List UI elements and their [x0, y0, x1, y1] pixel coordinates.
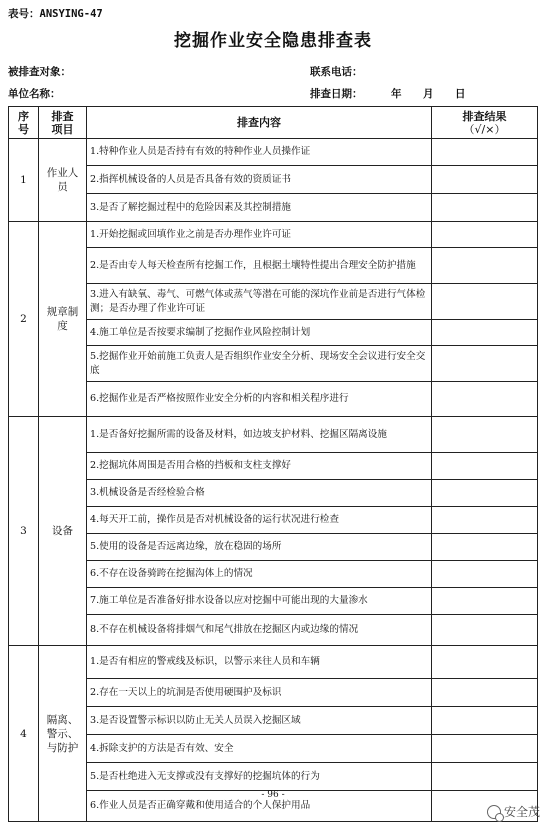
check-content: 1.特种作业人员是否持有有效的特种作业人员操作证 — [87, 139, 432, 166]
group-number: 1 — [9, 139, 39, 222]
wechat-search-icon — [487, 805, 501, 819]
result-cell[interactable] — [432, 588, 538, 615]
check-content: 3.是否设置警示标识以防止无关人员误入挖掘区域 — [87, 707, 432, 735]
check-content: 5.使用的设备是否远离边缘，放在稳固的场所 — [87, 534, 432, 561]
table-row — [9, 166, 538, 194]
contact-phone-label: 联系电话： — [310, 66, 363, 78]
check-content: 6.挖掘作业是否严格按照作业安全分析的内容和相关程序进行 — [87, 382, 432, 417]
table-row — [9, 453, 538, 480]
result-cell[interactable] — [432, 417, 538, 453]
result-cell[interactable] — [432, 561, 538, 588]
table-row — [9, 534, 538, 561]
table-row — [9, 615, 538, 646]
check-content: 2.挖掘坑体周围是否用合格的挡板和支柱支撑好 — [87, 453, 432, 480]
check-content: 3.机械设备是否经检验合格 — [87, 480, 432, 507]
check-content: 3.是否了解挖掘过程中的危险因素及其控制措施 — [87, 194, 432, 222]
result-cell[interactable] — [432, 480, 538, 507]
check-content: 4.拆除支护的方法是否有效、安全 — [87, 735, 432, 763]
form-code: 表号：ANSYING-47 — [8, 8, 103, 20]
group-item: 隔离、警示、与防护 — [39, 646, 87, 822]
check-content: 1.是否有相应的警戒线及标识，以警示来往人员和车辆 — [87, 646, 432, 679]
table-row — [9, 248, 538, 284]
header-no: 序号 — [9, 107, 39, 139]
table-row — [9, 194, 538, 222]
result-cell[interactable] — [432, 222, 538, 248]
table-row — [9, 763, 538, 791]
header-content: 排查内容 — [87, 107, 432, 139]
header-result-mark: （√/×） — [463, 122, 506, 136]
date-year-label: 年 — [391, 88, 402, 100]
table-row — [9, 284, 538, 320]
watermark — [487, 803, 540, 820]
group-item: 作业人员 — [39, 139, 87, 222]
table-header-row — [9, 107, 538, 139]
check-content: 5.挖掘作业开始前施工负责人是否组织作业安全分析、现场安全会议进行安全交底 — [87, 346, 432, 382]
check-content: 4.每天开工前，操作员是否对机械设备的运行状况进行检查 — [87, 507, 432, 534]
group-number: 3 — [9, 417, 39, 646]
result-cell[interactable] — [432, 139, 538, 166]
inspected-unit-label: 被排查对象： — [8, 66, 71, 78]
table-row — [9, 480, 538, 507]
result-cell[interactable] — [432, 735, 538, 763]
check-content: 6.不存在设备骑跨在挖掘沟体上的情况 — [87, 561, 432, 588]
table-row — [9, 222, 538, 248]
check-content: 4.施工单位是否按要求编制了挖掘作业风险控制计划 — [87, 320, 432, 346]
table-row — [9, 679, 538, 707]
result-cell[interactable] — [432, 248, 538, 284]
header-result — [432, 107, 538, 139]
result-cell[interactable] — [432, 166, 538, 194]
group-item: 规章制度 — [39, 222, 87, 417]
group-number: 4 — [9, 646, 39, 822]
result-cell[interactable] — [432, 453, 538, 480]
result-cell[interactable] — [432, 320, 538, 346]
table-row — [9, 707, 538, 735]
table-row — [9, 588, 538, 615]
check-content: 5.是否杜绝进入无支撑或没有支撑好的挖掘坑体的行为 — [87, 763, 432, 791]
result-cell[interactable] — [432, 646, 538, 679]
check-content: 7.施工单位是否准备好排水设备以应对挖掘中可能出现的大量渗水 — [87, 588, 432, 615]
page-title: 挖掘作业安全隐患排查表 — [174, 31, 372, 51]
table-row — [9, 561, 538, 588]
check-content: 3.进入有缺氧、毒气、可燃气体或蒸气等潜在可能的深坑作业前是否进行气体检测；是否办理了作业许可证 — [87, 284, 432, 320]
result-cell[interactable] — [432, 194, 538, 222]
inspection-date-label: 排查日期： — [310, 88, 363, 100]
check-content: 1.开始挖掘或回填作业之前是否办理作业许可证 — [87, 222, 432, 248]
result-cell[interactable] — [432, 763, 538, 791]
checklist-table — [8, 106, 538, 822]
watermark-text: 安全茂 — [503, 805, 540, 819]
table-row — [9, 382, 538, 417]
group-number: 2 — [9, 222, 39, 417]
check-content: 8.不存在机械设备将排烟气和尾气排放在挖掘区内或边缘的情况 — [87, 615, 432, 646]
date-month-label: 月 — [423, 88, 434, 100]
unit-name-label: 单位名称： — [8, 88, 61, 100]
table-row — [9, 139, 538, 166]
result-cell[interactable] — [432, 707, 538, 735]
result-cell[interactable] — [432, 534, 538, 561]
check-content: 2.指挥机械设备的人员是否具备有效的资质证书 — [87, 166, 432, 194]
check-content: 2.存在一天以上的坑洞是否使用硬围护及标识 — [87, 679, 432, 707]
check-content: 6.作业人员是否正确穿戴和使用适合的个人保护用品 — [87, 791, 432, 822]
header-item: 排查项目 — [39, 107, 87, 139]
result-cell[interactable] — [432, 679, 538, 707]
result-cell[interactable] — [432, 284, 538, 320]
result-cell[interactable] — [432, 507, 538, 534]
result-cell[interactable] — [432, 346, 538, 382]
table-row — [9, 735, 538, 763]
page-number: - 96 - — [261, 790, 285, 800]
table-row — [9, 346, 538, 382]
result-cell[interactable] — [432, 382, 538, 417]
table-row — [9, 320, 538, 346]
table-row — [9, 646, 538, 679]
check-content: 2.是否由专人每天检查所有挖掘工作，且根据土壤特性提出合理安全防护措施 — [87, 248, 432, 284]
header-result-label: 排查结果 — [462, 109, 507, 123]
table-row — [9, 507, 538, 534]
group-item: 设备 — [39, 417, 87, 646]
result-cell[interactable] — [432, 615, 538, 646]
date-day-label: 日 — [455, 88, 466, 100]
table-row — [9, 417, 538, 453]
check-content: 1.是否备好挖掘所需的设备及材料，如边坡支护材料、挖掘区隔离设施 — [87, 417, 432, 453]
